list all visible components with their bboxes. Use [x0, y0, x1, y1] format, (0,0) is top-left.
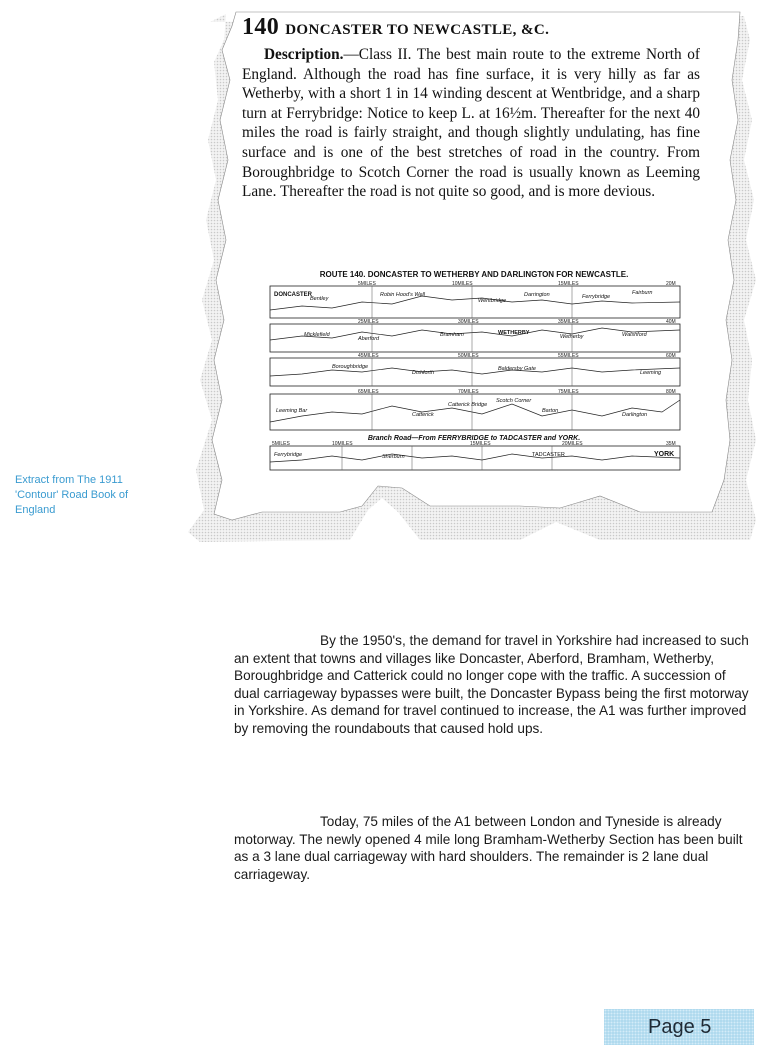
- row4-mile-3: 75MILES: [558, 389, 579, 395]
- row3-place-4: Leeming: [640, 370, 662, 376]
- row2-place-5: Wetherby: [560, 334, 584, 340]
- extract-caption: Extract from The 1911 'Contour' Road Book of England: [15, 474, 129, 516]
- branch-title: Branch Road—From FERRYBRIDGE to TADCASTER and YORK.: [367, 435, 581, 442]
- row1-place-6: Ferrybridge: [582, 294, 611, 300]
- paragraph-1950s: By the 1950's, the demand for travel in Yorkshire had increased to such an extent that towns and villages like Doncaster, Aberford, Bramham, Wetherby, Boroughbridge and Catterick could no longer cope with the traffic. A succession of dual carriageway bypasses were built, the Doncaster Bypass being the first motorway in Yorkshire. As demand for travel continued to increase, the A1 was further improved by removing the roundabouts that caused hold ups.: [234, 633, 749, 736]
- row5-place-3: TADCASTER: [532, 452, 565, 458]
- row5-mile-3: 15MILES: [470, 441, 491, 447]
- row4-mile-2: 70MILES: [458, 389, 479, 395]
- route-number: 140: [242, 14, 280, 40]
- row2-place-6: Walshford: [622, 332, 647, 338]
- profile-row-3: [270, 353, 680, 386]
- description-label: Description.: [264, 46, 344, 63]
- row1-mile-2: 10MILES: [452, 281, 473, 287]
- row1-place-2: Bentley: [310, 296, 329, 302]
- row1-place-3: Robin Hood's Well: [380, 292, 425, 298]
- row3-place-1: Boroughbridge: [332, 364, 369, 370]
- row2-place-4: WETHERBY: [498, 330, 530, 336]
- row5-mile-5: 35M: [666, 441, 676, 447]
- profile-title: ROUTE 140. DONCASTER TO WETHERBY AND DARLINGTON FOR NEWCASTLE.: [319, 270, 629, 279]
- route-description: [242, 45, 700, 202]
- row5-mile-1: 5MILES: [272, 441, 290, 447]
- row4-mile-4: 80M: [666, 389, 676, 395]
- profile-row-1: [270, 281, 680, 318]
- row5-mile-4: 20MILES: [562, 441, 583, 447]
- row3-mile-4: 60M: [666, 353, 676, 359]
- profile-row-4: [270, 389, 680, 430]
- row5-place-1: Ferrybridge: [274, 452, 303, 458]
- row3-place-3: Baldersby Gate: [498, 366, 536, 372]
- row3-place-2: Dishforth: [412, 370, 435, 376]
- row1-mile-4: 20M: [666, 281, 676, 287]
- row4-place-3: Catterick Bridge: [448, 402, 488, 408]
- row2-mile-3: 35MILES: [558, 319, 579, 325]
- row1-place-4: Wentbridge: [478, 298, 507, 304]
- profile-row-2: [270, 319, 680, 352]
- contour-profile: [262, 266, 686, 472]
- row4-place-1: Leeming Bar: [276, 408, 308, 414]
- row1-place-5: Darrington: [524, 292, 550, 298]
- profile-row-5: [270, 441, 680, 470]
- row2-mile-1: 25MILES: [358, 319, 379, 325]
- row1-place-1: DONCASTER: [274, 292, 313, 298]
- row2-mile-2: 30MILES: [458, 319, 479, 325]
- route-heading: [242, 14, 700, 41]
- route-title: DONCASTER TO NEWCASTLE, &C.: [285, 22, 550, 38]
- row2-place-3: Bramham: [440, 332, 464, 338]
- row5-place-4: YORK: [654, 451, 675, 458]
- row1-mile-1: 5MILES: [358, 281, 376, 287]
- paragraph-today: Today, 75 miles of the A1 between London and Tyneside is already motorway. The newly opened 4 mile long Bramham-Wetherby Section has been built as a 3 lane dual carriageway with hard shoulders. The remainder is 2 lane dual carriageway.: [234, 814, 743, 882]
- row3-mile-2: 50MILES: [458, 353, 479, 359]
- row2-place-2: Aberford: [358, 336, 380, 342]
- row1-mile-3: 15MILES: [558, 281, 579, 287]
- description-text: —Class II. The best main route to the extreme North of England. Although the road has fine surface, it is very hilly as far as Wetherby, with a short 1 in 14 winding descent at Wentbridge, and a sharp turn at Ferrybridge: Notice to keep L. at 16½m. Thereafter for the next 40 miles the road is fairly straight, and though slightly undulating, has fine surface and is one of the best stretches of road in the country. From Boroughbridge to Scotch Corner the road is usually known as Leeming Lane. Thereafter the road is not quite so good, and is more devious.: [242, 46, 700, 201]
- row4-place-2: Catterick: [412, 412, 434, 418]
- row4-place-4: Scotch Corner: [496, 398, 532, 404]
- row2-place-1: Micklefield: [304, 332, 330, 338]
- row5-place-2: Sherburn: [382, 454, 405, 460]
- row4-place-5: Barton: [542, 408, 559, 414]
- row4-mile-1: 65MILES: [358, 389, 379, 395]
- road-book-extract: [242, 14, 700, 202]
- row3-mile-1: 45MILES: [358, 353, 379, 359]
- row3-mile-3: 55MILES: [558, 353, 579, 359]
- row1-place-7: Fairburn: [632, 290, 653, 296]
- row2-mile-4: 40M: [666, 319, 676, 325]
- row5-mile-2: 10MILES: [332, 441, 353, 447]
- page-number: Page 5: [648, 1016, 712, 1038]
- row4-place-6: Darlington: [622, 412, 648, 418]
